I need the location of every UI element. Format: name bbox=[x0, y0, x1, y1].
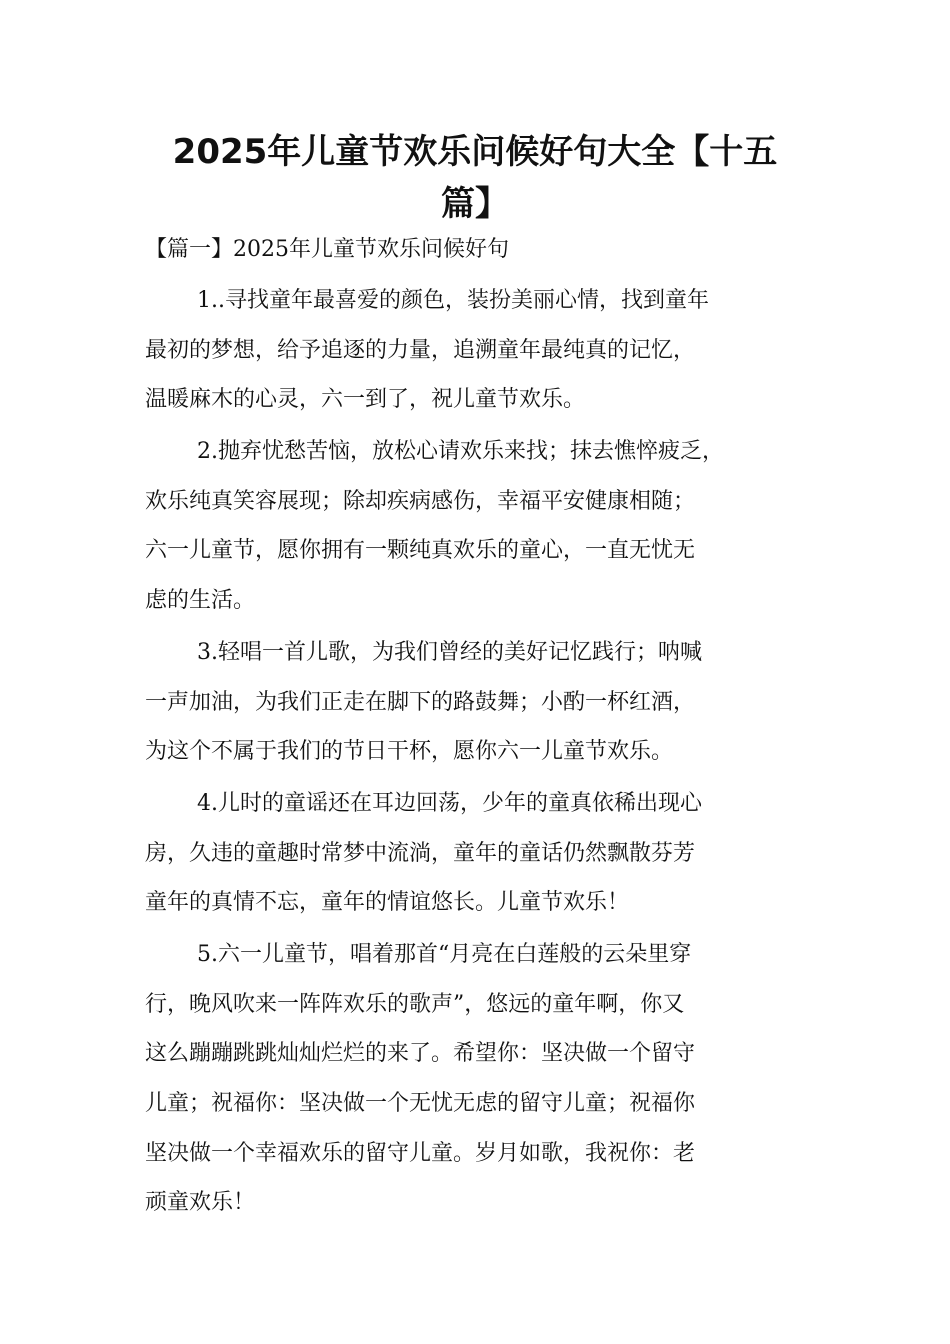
paragraph-line: 儿童；祝福你：坚决做一个无忧无虑的留守儿童；祝福你 bbox=[145, 1091, 696, 1116]
title-line: 2025年儿童节欢乐问候好句大全【十五 bbox=[172, 132, 778, 172]
paragraph-line: 欢乐纯真笑容展现；除却疾病感伤，幸福平安健康相随； bbox=[145, 488, 696, 514]
body-text bbox=[145, 276, 805, 1230]
document-title bbox=[145, 126, 805, 230]
paragraph-line: 虑的生活。 bbox=[145, 588, 256, 614]
paragraph-line: 为这个不属于我们的节日干杯，愿你六一儿童节欢乐。 bbox=[145, 739, 674, 765]
paragraph-line: 3.轻唱一首儿歌，为我们曾经的美好记忆践行；呐喊 bbox=[197, 639, 702, 665]
paragraph-line: 行，晚风吹来一阵阵欢乐的歌声”，悠远的童年啊，你又 bbox=[145, 991, 685, 1017]
paragraph-line: 这么蹦蹦跳跳灿灿烂烂的来了。希望你：坚决做一个留守 bbox=[145, 1041, 696, 1067]
paragraph-2 bbox=[145, 427, 805, 626]
paragraph-5 bbox=[145, 930, 805, 1228]
paragraph-line: 六一儿童节，愿你拥有一颗纯真欢乐的童心，一直无忧无 bbox=[145, 538, 696, 564]
paragraph-1 bbox=[145, 276, 805, 425]
paragraph-line: 1..寻找童年最喜爱的颜色，装扮美丽心情，找到童年 bbox=[197, 288, 709, 313]
paragraph-line: 顽童欢乐！ bbox=[145, 1190, 256, 1216]
paragraph-line: 2.抛弃忧愁苦恼，放松心请欢乐来找；抹去憔悴疲乏， bbox=[197, 439, 724, 465]
paragraph-line: 温暖麻木的心灵，六一到了，祝儿童节欢乐。 bbox=[145, 387, 586, 413]
paragraph-line: 最初的梦想，给予追逐的力量，追溯童年最纯真的记忆， bbox=[145, 337, 696, 363]
paragraph-3 bbox=[145, 628, 805, 777]
title-line: 篇】 bbox=[441, 184, 509, 224]
paragraph-line: 4.儿时的童谣还在耳边回荡，少年的童真依稀出现心 bbox=[197, 790, 702, 816]
paragraph-line: 房，久违的童趣时常梦中流淌，童年的童话仍然飘散芬芳 bbox=[145, 840, 696, 866]
paragraph-line: 童年的真情不忘，童年的情谊悠长。儿童节欢乐！ bbox=[145, 890, 630, 916]
paragraph-line: 一声加油，为我们正走在脚下的路鼓舞；小酌一杯红酒， bbox=[145, 689, 696, 715]
paragraph-4 bbox=[145, 779, 805, 928]
paragraph-line: 坚决做一个幸福欢乐的留守儿童。岁月如歌，我祝你：老 bbox=[145, 1140, 696, 1166]
section-heading: 【篇一】2025年儿童节欢乐问候好句 bbox=[145, 237, 509, 262]
paragraph-line: 5.六一儿童节，唱着那首“月亮在白莲般的云朵里穿 bbox=[197, 941, 692, 967]
